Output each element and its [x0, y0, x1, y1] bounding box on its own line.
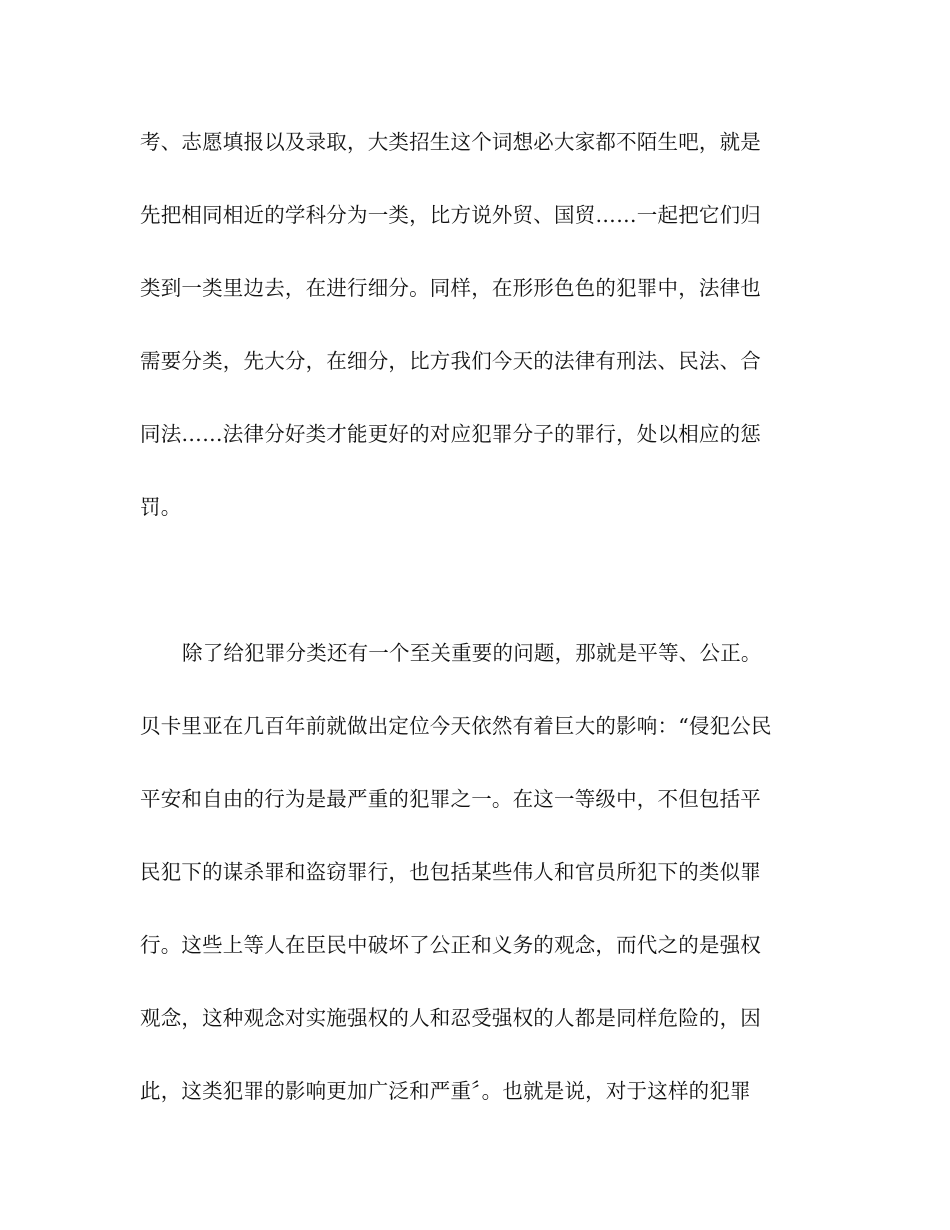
paragraph-2-line-5: 行。这些上等人在臣民中破坏了公正和义务的观念，而代之的是强权 — [140, 933, 761, 957]
paragraph-2-line-7: 此，这类犯罪的影响更加广泛和严重〞。也就是说，对于这样的犯罪 — [140, 1079, 751, 1103]
paragraph-2-line-2: 贝卡里亚在几百年前就做出定位今天依然有着巨大的影响：“侵犯公民 — [140, 714, 772, 738]
paragraph-1-line-3: 类到一类里边去，在进行细分。同样，在形形色色的犯罪中，法律也 — [140, 276, 761, 300]
paragraph-1-line-5: 同法……法律分好类才能更好的对应犯罪分子的罪行，处以相应的惩 — [140, 422, 761, 446]
paragraph-2-line-4: 民犯下的谋杀罪和盗窃罪行，也包括某些伟人和官员所犯下的类似罪 — [140, 860, 761, 884]
paragraph-1-line-6: 罚。 — [140, 495, 182, 519]
paragraph-2-line-1: 除了给犯罪分类还有一个至关重要的问题，那就是平等、公正。 — [182, 641, 762, 665]
paragraph-1-line-1: 考、志愿填报以及录取，大类招生这个词想必大家都不陌生吧，就是 — [140, 130, 761, 154]
paragraph-1-line-4: 需要分类，先大分，在细分，比方我们今天的法律有刑法、民法、合 — [140, 349, 761, 373]
paragraph-2-line-3: 平安和自由的行为是最严重的犯罪之一。在这一等级中，不但包括平 — [140, 787, 761, 811]
paragraph-1-line-2: 先把相同相近的学科分为一类，比方说外贸、国贸……一起把它们归 — [140, 203, 761, 227]
paragraph-2-line-6: 观念，这种观念对实施强权的人和忍受强权的人都是同样危险的，因 — [140, 1006, 761, 1030]
